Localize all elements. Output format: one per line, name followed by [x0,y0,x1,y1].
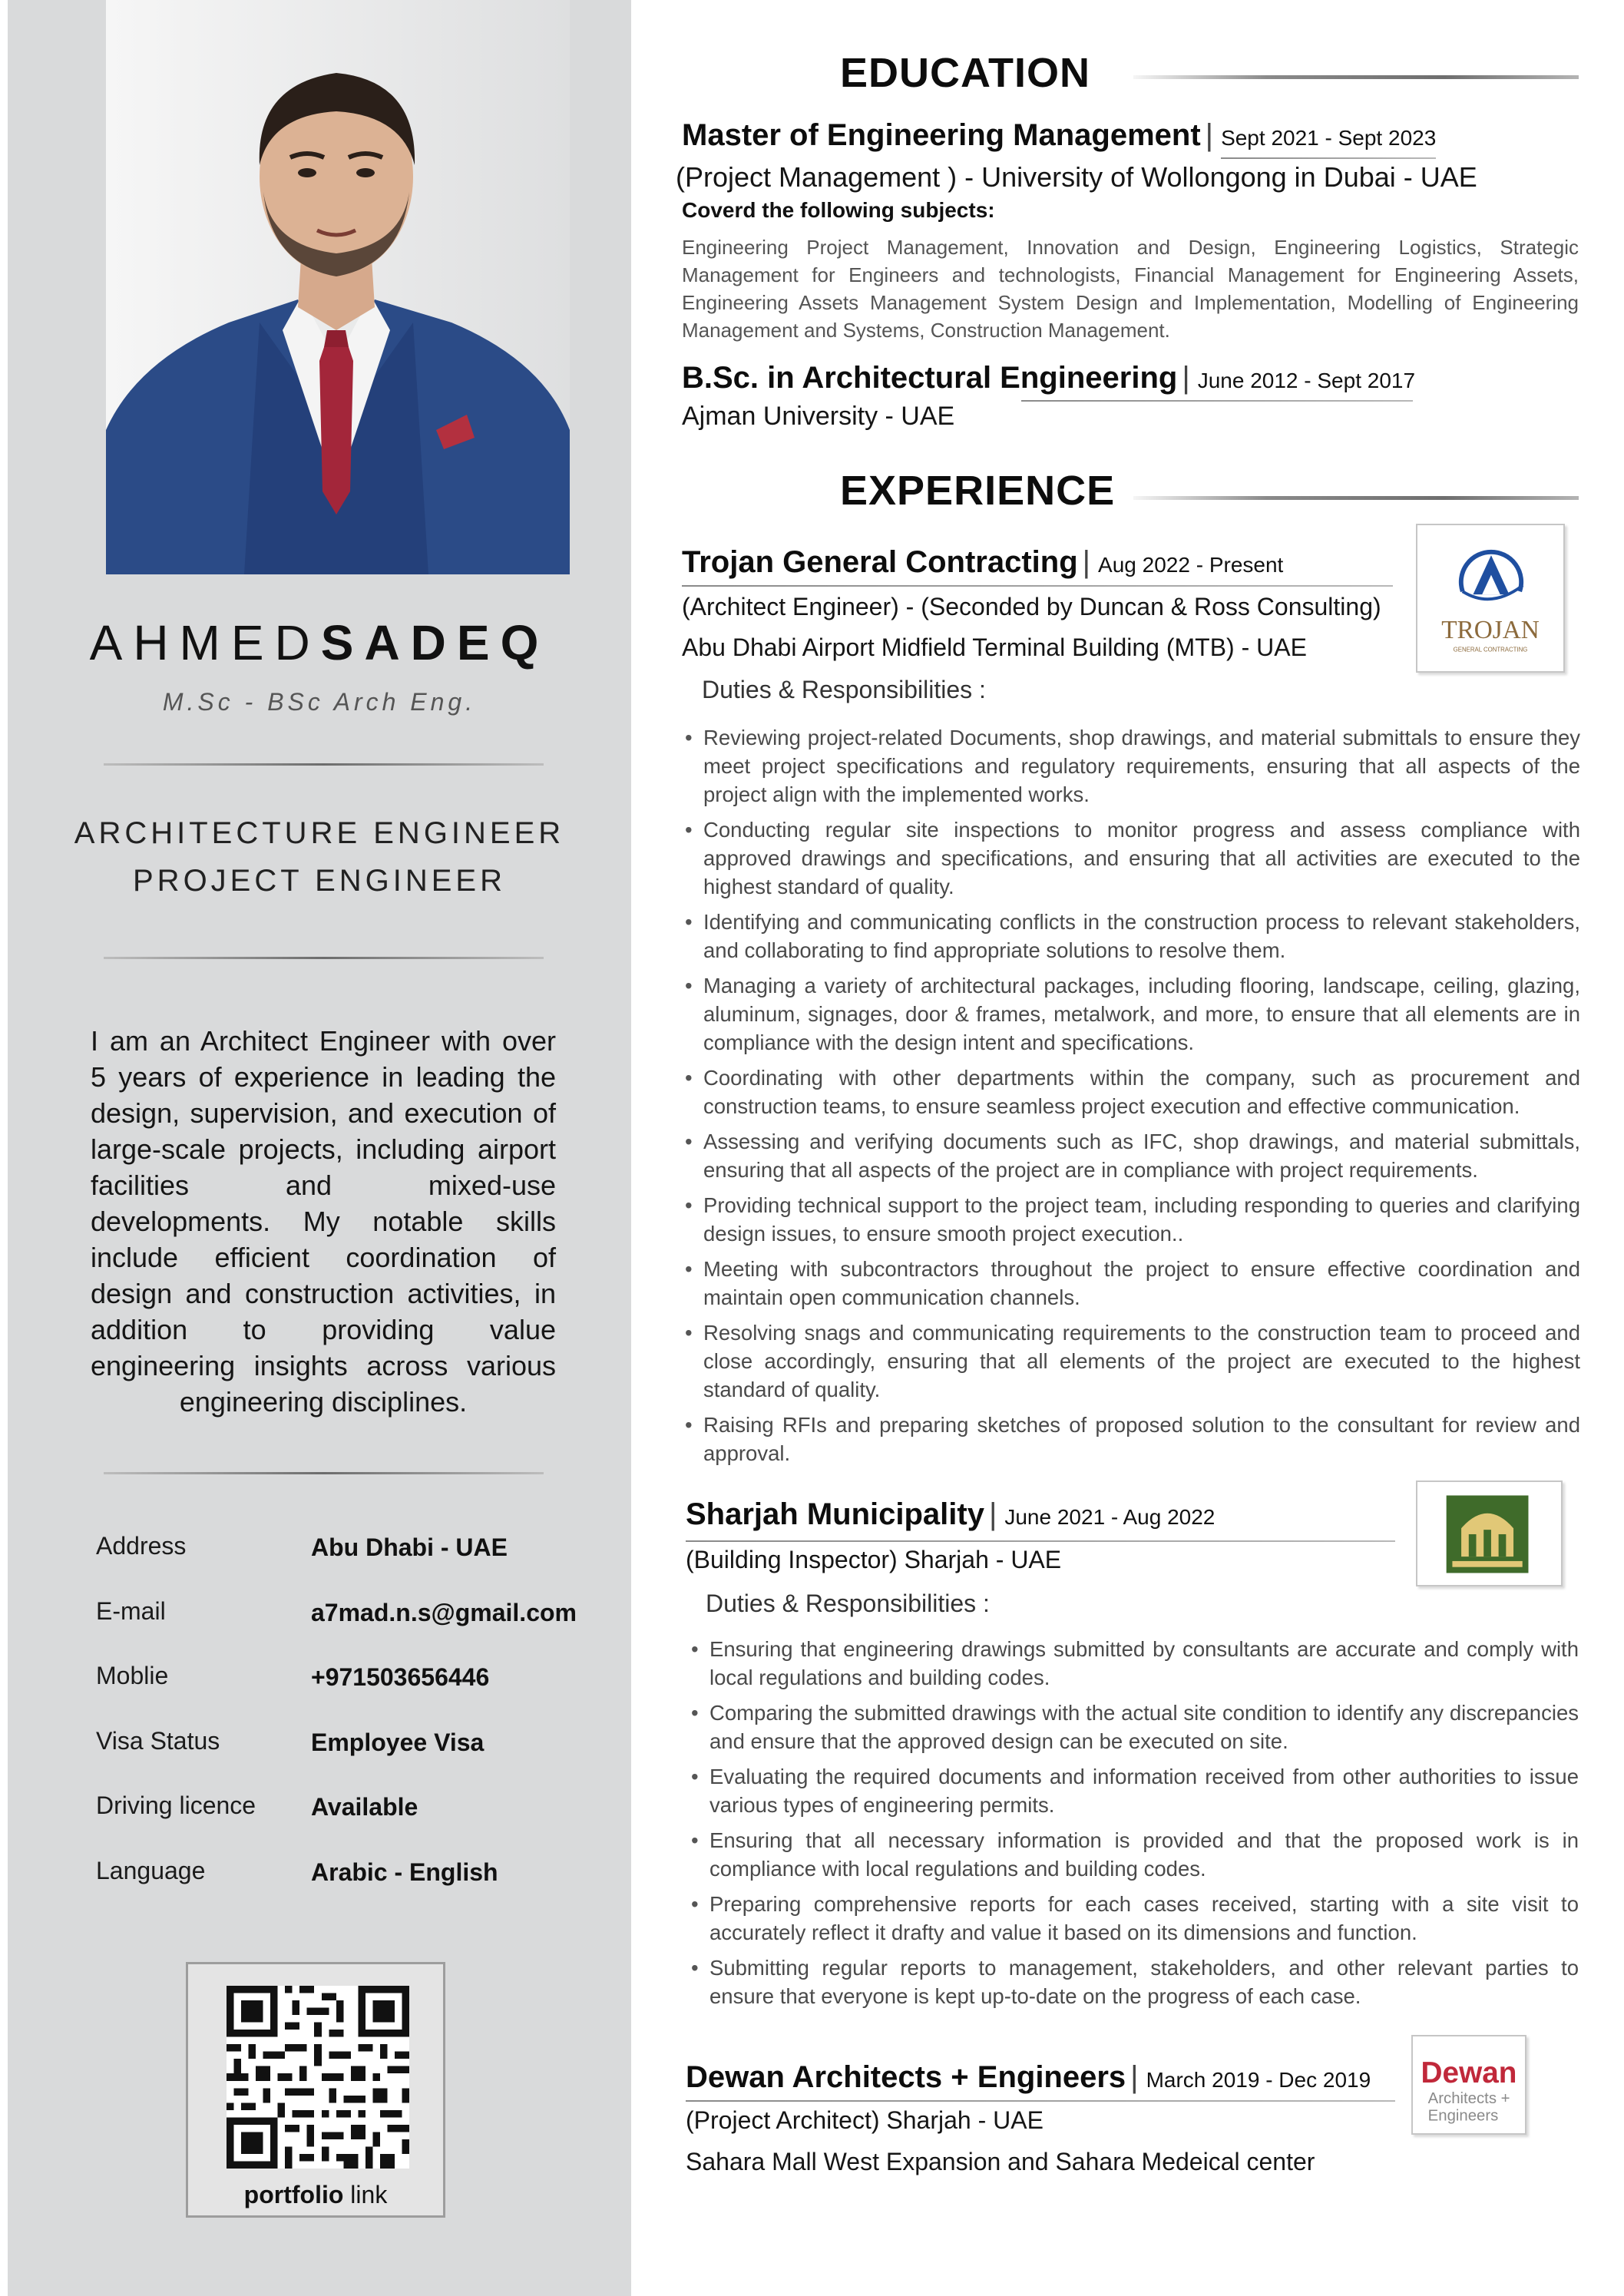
municipality-emblem-icon [1417,1482,1561,1585]
degree-subtitle: M.Sc - BSc Arch Eng. [162,688,477,716]
contact-label: Visa Status [96,1726,220,1755]
title-underline [1021,400,1413,402]
contact-row-visa [96,1727,618,1792]
role-line-1: ARCHITECTURE ENGINEER [74,816,565,850]
trojan-emblem-icon [1417,525,1563,671]
trojan-logo-subtext: GENERAL CONTRACTING [1453,646,1528,653]
job-date: Aug 2022 - Present [1098,553,1284,577]
contact-label: Address [96,1532,187,1560]
dewan-logo-subtext-2: Engineers [1427,2107,1499,2125]
first-name: AHMED [89,615,321,670]
subjects-heading: Coverd the following subjects: [682,198,995,222]
email-value[interactable]: a7mad.n.s@gmail.com [311,1598,577,1626]
list-item: • Preparing comprehensive reports for each cases received, starting with a site visit to accurately reflect it drafty and value it based on its dimensions and function. [690,1890,1579,1947]
language-value: Arabic - English [311,1858,498,1886]
portfolio-link-bold: portfolio [243,2181,344,2208]
list-item: • Evaluating the required documents and information received from other authorities to issue various types of engineering permits. [690,1762,1579,1819]
portfolio-link[interactable] [188,2181,443,2209]
job-title-trojan [682,545,1283,580]
list-item: • Managing a variety of architectural packages, including flooring, landscape, ceiling, glazing, aluminum, signages, door & frames, metalwork, and more, to ensure that all elements are in compliance with the design intent and specifications. [683,971,1580,1057]
list-item: • Ensuring that all necessary information is provided and that the proposed work is in compliance with local regulations and building codes. [690,1826,1579,1883]
duties-label: Duties & Responsibilities : [706,1590,990,1617]
job-title-sharjah [686,1497,1215,1532]
driving-value: Available [311,1793,418,1821]
degree-date: June 2012 - Sept 2017 [1197,369,1416,392]
role-line-2: PROJECT ENGINEER [133,864,506,898]
title-underline [686,1540,1395,1542]
list-item: • Providing technical support to the project team, including responding to queries and clarifying design issues, to ensure smooth project execution.. [683,1191,1580,1248]
divider [104,1472,544,1474]
company-name: Sharjah Municipality [686,1497,984,1531]
contact-row-driving [96,1791,618,1857]
full-name [8,614,631,671]
list-item: • Identifying and communicating conflicts in the construction process to relevant stakeholders, and collaborating to find appropriate solutions to resolve them. [683,908,1580,964]
separator: | [1130,2060,1139,2094]
company-name: Dewan Architects + Engineers [686,2060,1126,2094]
master-degree-title [682,118,1436,153]
heading-rule [1133,496,1579,500]
contact-label: Language [96,1856,206,1884]
job-position: (Building Inspector) Sharjah - UAE [686,1546,1062,1573]
contact-label: Driving licence [96,1791,256,1819]
contact-row-email [96,1597,618,1662]
dewan-logo-subtext-1: Architects + [1427,2090,1510,2108]
contact-label: Moblie [96,1662,169,1689]
divider [104,763,544,766]
list-item: • Meeting with subcontractors throughout the project to ensure effective coordination and maintain open communication channels. [683,1255,1580,1312]
title-underline [1221,157,1436,159]
list-item: • Comparing the submitted drawings with the actual site condition to identify any discrepancies and ensure that the approved design can be executed on site. [690,1699,1579,1755]
mobile-value[interactable]: +971503656446 [311,1663,490,1691]
trojan-logo-text: TROJAN [1441,615,1540,644]
job-date: June 2021 - Aug 2022 [1004,1505,1216,1529]
list-item: • Ensuring that engineering drawings submitted by consultants are accurate and comply with local regulations and building codes. [690,1635,1579,1692]
contact-row-mobile [96,1662,618,1727]
separator: | [1205,118,1214,152]
degree-date: Sept 2021 - Sept 2023 [1221,126,1437,150]
dewan-logo-text: Dewan [1421,2056,1517,2090]
qr-code-icon[interactable] [227,1986,409,2169]
job-position: (Architect Engineer) - (Seconded by Duncan & Ross Consulting) [682,593,1381,620]
education-heading: EDUCATION [840,50,1090,96]
portfolio-qr-card[interactable] [186,1962,445,2218]
master-degree-detail: (Project Management ) - University of Wollongong in Dubai - UAE [676,161,1477,193]
last-name: SADEQ [320,615,550,670]
portrait-illustration [106,0,570,574]
contact-row-address [96,1532,618,1597]
list-item: • Resolving snags and communicating requirements to the construction team to proceed and close accordingly, ensuring that all elements of the project are executed to the highest standard of quality. [683,1318,1580,1404]
visa-value: Employee Visa [311,1728,485,1756]
bachelor-degree-title [682,361,1415,395]
job-date: March 2019 - Dec 2019 [1146,2068,1371,2092]
list-item: • Reviewing project-related Documents, shop drawings, and material submittals to ensure they meet project specifications and regulatory requirements, ensuring that all aspects of the project align with the implemented works. [683,723,1580,809]
separator: | [1082,545,1091,579]
subjects-list: Engineering Project Management, Innovation and Design, Engineering Logistics, Strategic Management for Engineers and technologists, Financial Management for Engineering Assets, Engineering Assets Management System Design and Implementation, Modelling of Engineering Management and Systems, Construction Management. [682,236,1579,342]
sharjah-duties-list [690,1635,1579,2017]
sidebar [8,0,631,2296]
degree-name: B.Sc. in Architectural Engineering [682,361,1178,395]
degree-name: Master of Engineering Management [682,118,1201,152]
list-item: • Coordinating with other departments within the company, such as procurement and construction teams, to ensure seamless project execution and effective communication. [683,1064,1580,1120]
trojan-logo [1416,524,1565,673]
profile-photo [106,0,570,574]
contact-info [96,1532,618,1921]
job-title-dewan [686,2060,1371,2095]
title-underline [686,2100,1395,2102]
job-project: Sahara Mall West Expansion and Sahara Medeical center [686,2148,1315,2175]
trojan-duties-list [683,723,1580,1474]
dewan-wordmark-icon [1413,2036,1525,2133]
list-item: • Raising RFIs and preparing sketches of proposed solution to the consultant for review and approval. [683,1411,1580,1467]
profile-summary: I am an Architect Engineer with over 5 years of experience in leading the design, supervision, and execution of large-scale projects, including airport facilities and mixed-use developments. My notable skills include efficient coordination of design and construction activities, in addition to providing value engineering insights across various engineering disciplines. [91,1025,556,1418]
separator: | [1182,361,1190,395]
divider [104,957,544,959]
duties-label: Duties & Responsibilities : [702,676,986,703]
title-underline [682,585,1393,587]
separator: | [988,1497,997,1531]
contact-row-language [96,1857,618,1922]
experience-heading: EXPERIENCE [840,468,1116,514]
company-name: Trojan General Contracting [682,545,1078,579]
address-value: Abu Dhabi - UAE [311,1533,508,1561]
sharjah-municipality-logo [1416,1480,1563,1586]
portfolio-link-rest: link [343,2181,388,2208]
list-item: • Conducting regular site inspections to monitor progress and assess compliance with approved drawings and specifications, and ensuring that all activities are executed to the highest standard of quality. [683,816,1580,901]
contact-label: E-mail [96,1596,166,1625]
list-item: • Assessing and verifying documents such as IFC, shop drawings, and material submittals, ensuring that all aspects of the project are in compliance with project requirements. [683,1127,1580,1184]
job-project: Abu Dhabi Airport Midfield Terminal Building (MTB) - UAE [682,634,1307,661]
bachelor-degree-detail: Ajman University - UAE [682,402,955,431]
job-position: (Project Architect) Sharjah - UAE [686,2106,1044,2134]
list-item: • Submitting regular reports to management, stakeholders, and other relevant parties to ensure that everyone is kept up-to-date on the progress of each case. [690,1954,1579,2010]
heading-rule [1133,75,1579,79]
dewan-logo [1411,2035,1526,2135]
